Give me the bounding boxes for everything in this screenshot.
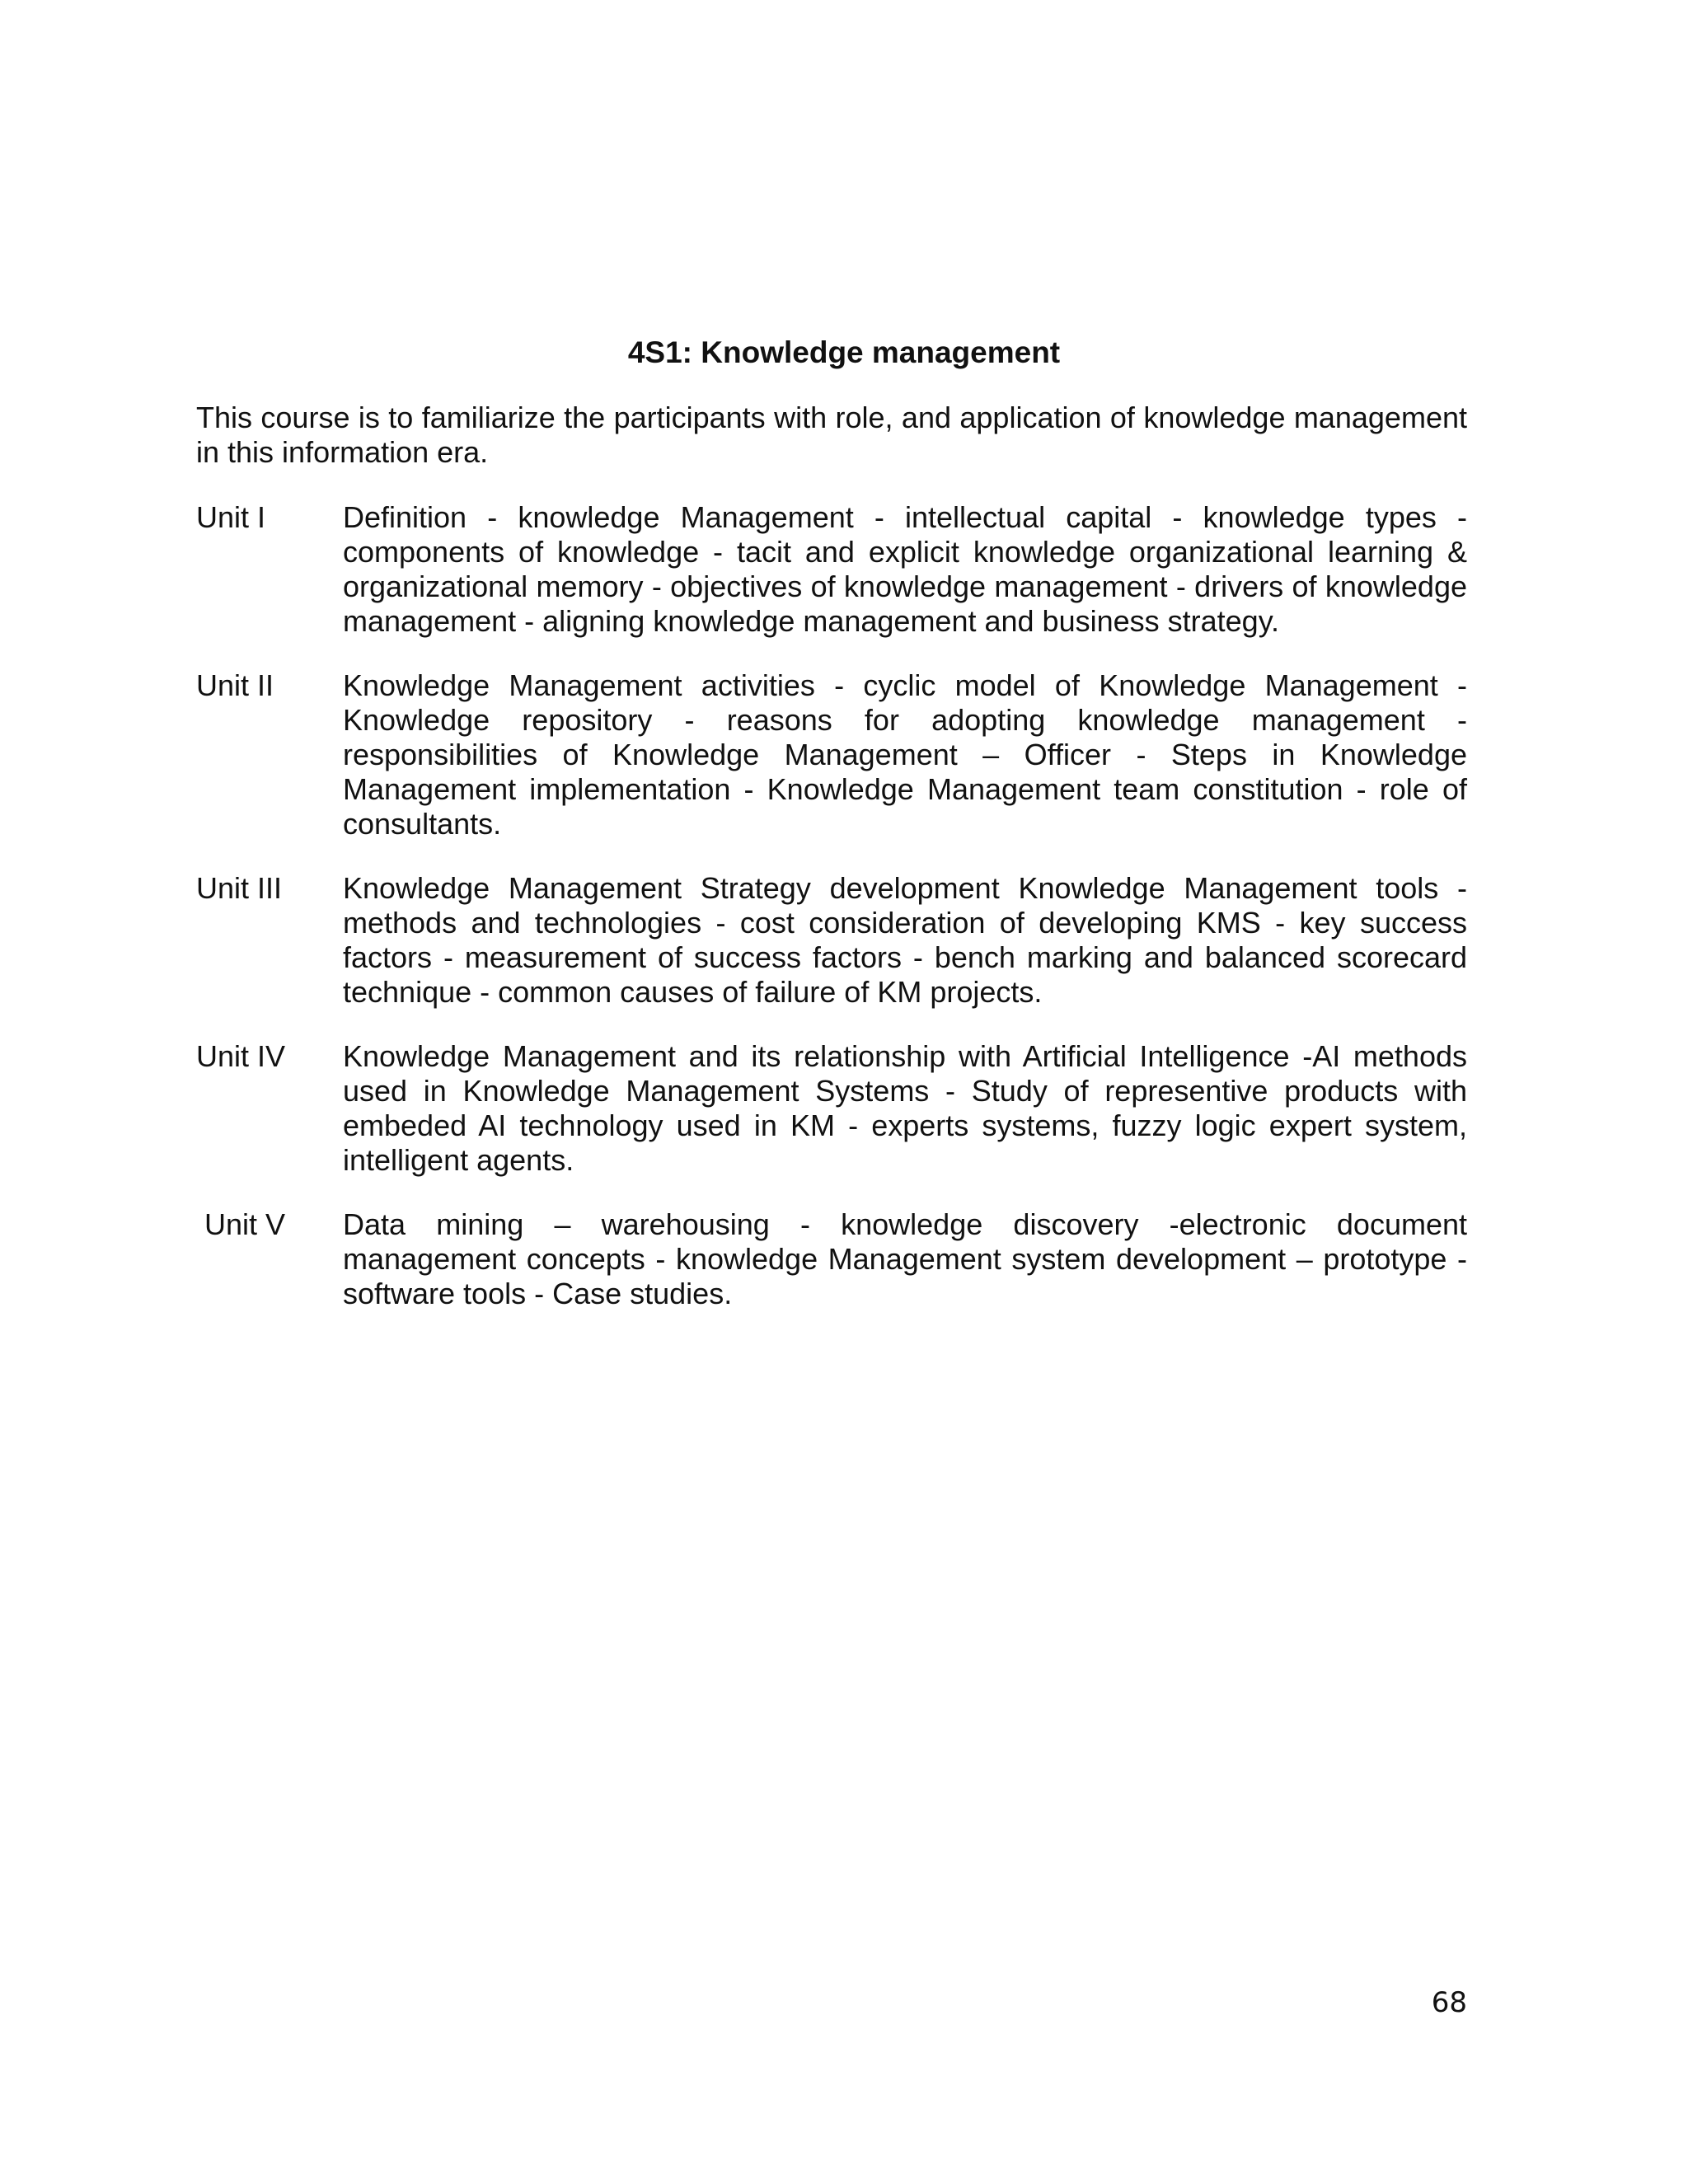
- unit-label: Unit III: [196, 871, 283, 905]
- unit-list: [196, 500, 1467, 1341]
- course-intro: This course is to familiarize the participants with role, and application of knowledge management in this information era.: [196, 401, 1467, 469]
- unit-5: [196, 1207, 1467, 1311]
- unit-1: [196, 500, 1467, 639]
- unit-description: Knowledge Management and its relationship with Artificial Intelligence -AI methods used in Knowledge Management Systems - Study of representive products with embeded AI technology used in KM - experts systems, fuzzy logic expert system, intelligent agents.: [343, 1039, 1467, 1177]
- unit-4: [196, 1039, 1467, 1178]
- unit-description: Knowledge Management Strategy development Knowledge Management tools - methods and technologies - cost consideration of developing KMS - key success factors - measurement of success factors - bench marking and balanced scorecard technique - common causes of failure of KM projects.: [343, 871, 1467, 1009]
- document-title: 4S1: Knowledge management: [627, 335, 1061, 369]
- unit-label: Unit V: [204, 1207, 286, 1241]
- unit-label: Unit I: [196, 500, 266, 534]
- unit-label: Unit IV: [196, 1039, 286, 1073]
- page-number: 68: [1431, 1986, 1467, 2019]
- unit-3: [196, 871, 1467, 1010]
- unit-2: [196, 668, 1467, 841]
- unit-description: Definition - knowledge Management - intellectual capital - knowledge types - components of knowledge - tacit and explicit knowledge organizational learning & organizational memory - objectives of knowledge management - drivers of knowledge management - aligning knowledge management and business strategy.: [343, 500, 1467, 638]
- unit-label: Unit II: [196, 668, 274, 702]
- unit-description: Knowledge Management activities - cyclic model of Knowledge Management - Knowledge repository - reasons for adopting knowledge management - responsibilities of Knowledge Management – Officer - Steps in Knowledge Management implementation - Knowledge Management team constitution - role of consultants.: [343, 668, 1467, 841]
- unit-description: Data mining – warehousing - knowledge discovery -electronic document management concepts - knowledge Management system development – prototype - software tools - Case studies.: [343, 1207, 1467, 1310]
